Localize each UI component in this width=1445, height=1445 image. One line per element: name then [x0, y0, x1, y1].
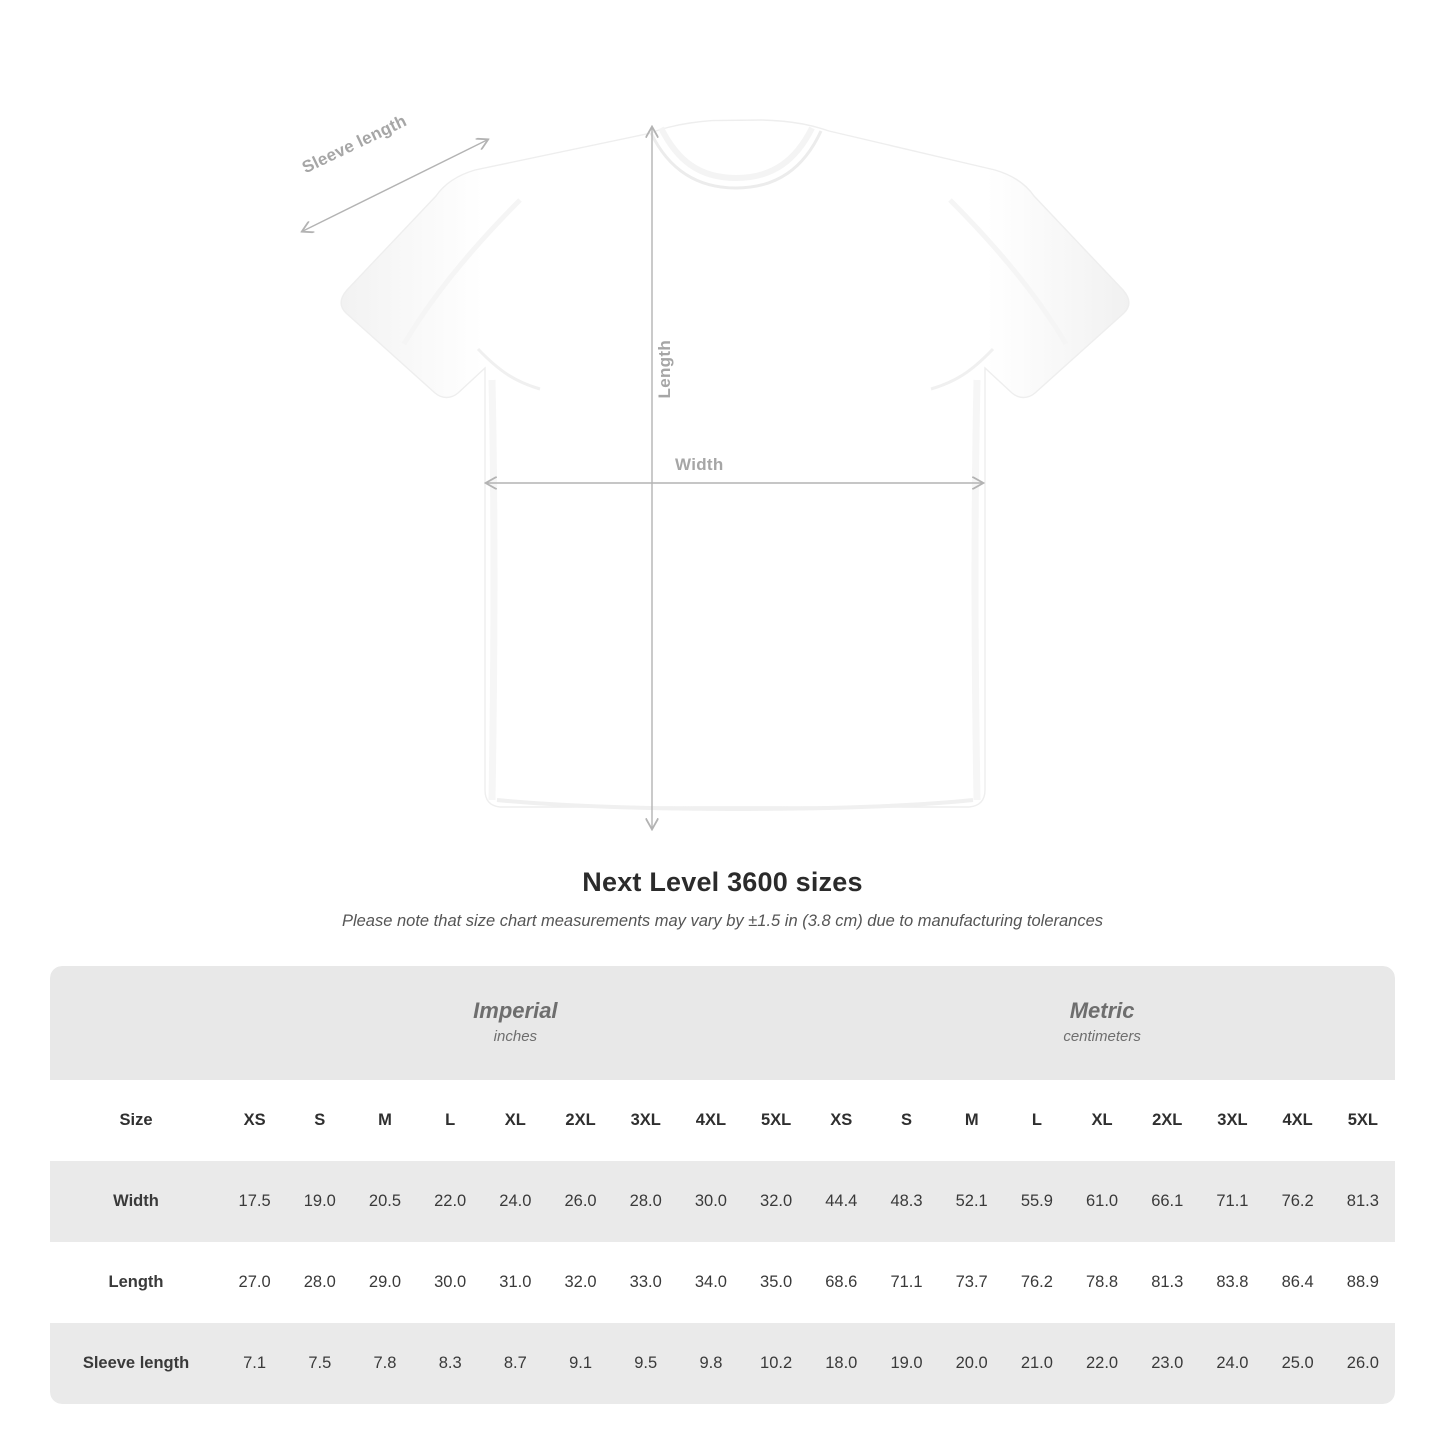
length-metric-3xl: 83.8 [1200, 1242, 1265, 1323]
table-row-width [50, 1161, 1395, 1242]
size-header-metric-m: M [939, 1080, 1004, 1161]
row-label-sleeve-length: Sleeve length [50, 1323, 222, 1404]
width-metric-2xl: 66.1 [1135, 1161, 1200, 1242]
width-metric-4xl: 76.2 [1265, 1161, 1330, 1242]
size-header-imperial-4xl: 4XL [678, 1080, 743, 1161]
length-imperial-m: 29.0 [352, 1242, 417, 1323]
length-metric-xs: 68.6 [809, 1242, 874, 1323]
sleeve-metric-l: 21.0 [1004, 1323, 1069, 1404]
sleeve-metric-xs: 18.0 [809, 1323, 874, 1404]
table-row-sleeve-length [50, 1323, 1395, 1404]
size-header-row [50, 1080, 1395, 1161]
sleeve-imperial-xs: 7.1 [222, 1323, 287, 1404]
row-label-width: Width [50, 1161, 222, 1242]
sleeve-metric-3xl: 24.0 [1200, 1323, 1265, 1404]
size-header-imperial-xl: XL [483, 1080, 548, 1161]
size-header-imperial-3xl: 3XL [613, 1080, 678, 1161]
size-table-container [50, 966, 1395, 1404]
tolerance-note: Please note that size chart measurements may vary by ±1.5 in (3.8 cm) due to manufacturing tolerances [341, 912, 1104, 930]
sleeve-metric-m: 20.0 [939, 1323, 1004, 1404]
sleeve-imperial-5xl: 10.2 [744, 1323, 809, 1404]
length-imperial-2xl: 32.0 [548, 1242, 613, 1323]
width-imperial-xl: 24.0 [483, 1161, 548, 1242]
tshirt-body [341, 120, 1129, 809]
size-header-metric-s: S [874, 1080, 939, 1161]
width-metric-m: 52.1 [939, 1161, 1004, 1242]
size-header-metric-xs: XS [809, 1080, 874, 1161]
size-header-imperial-5xl: 5XL [744, 1080, 809, 1161]
sleeve-metric-xl: 22.0 [1069, 1323, 1134, 1404]
width-imperial-xs: 17.5 [222, 1161, 287, 1242]
width-imperial-5xl: 32.0 [744, 1161, 809, 1242]
sleeve-metric-4xl: 25.0 [1265, 1323, 1330, 1404]
length-metric-s: 71.1 [874, 1242, 939, 1323]
length-label: Length [655, 340, 674, 399]
length-imperial-5xl: 35.0 [744, 1242, 809, 1323]
size-header-imperial-l: L [418, 1080, 483, 1161]
size-header-imperial-xs: XS [222, 1080, 287, 1161]
size-header-label: Size [50, 1080, 222, 1161]
sleeve-imperial-2xl: 9.1 [548, 1323, 613, 1404]
length-imperial-xl: 31.0 [483, 1242, 548, 1323]
table-row-length [50, 1242, 1395, 1323]
length-metric-l: 76.2 [1004, 1242, 1069, 1323]
unit-header-row [50, 966, 1395, 1080]
width-metric-l: 55.9 [1004, 1161, 1069, 1242]
sleeve-metric-2xl: 23.0 [1135, 1323, 1200, 1404]
width-imperial-l: 22.0 [418, 1161, 483, 1242]
sleeve-imperial-3xl: 9.5 [613, 1323, 678, 1404]
sleeve-metric-s: 19.0 [874, 1323, 939, 1404]
size-table [50, 966, 1395, 1404]
size-header-metric-5xl: 5XL [1330, 1080, 1395, 1161]
length-metric-m: 73.7 [939, 1242, 1004, 1323]
width-imperial-2xl: 26.0 [548, 1161, 613, 1242]
width-imperial-4xl: 30.0 [678, 1161, 743, 1242]
sleeve-metric-5xl: 26.0 [1330, 1323, 1395, 1404]
sleeve-imperial-s: 7.5 [287, 1323, 352, 1404]
length-imperial-4xl: 34.0 [678, 1242, 743, 1323]
size-header-metric-xl: XL [1069, 1080, 1134, 1161]
size-header-metric-4xl: 4XL [1265, 1080, 1330, 1161]
unit-header-spacer [50, 966, 222, 1080]
sleeve-imperial-xl: 8.7 [483, 1323, 548, 1404]
page-title: Next Level 3600 sizes [582, 867, 863, 897]
size-header-metric-2xl: 2XL [1135, 1080, 1200, 1161]
size-header-imperial-s: S [287, 1080, 352, 1161]
sleeve-imperial-m: 7.8 [352, 1323, 417, 1404]
width-imperial-s: 19.0 [287, 1161, 352, 1242]
unit-group-imperial [222, 966, 809, 1080]
width-metric-xs: 44.4 [809, 1161, 874, 1242]
length-metric-4xl: 86.4 [1265, 1242, 1330, 1323]
sleeve-imperial-4xl: 9.8 [678, 1323, 743, 1404]
sleeve-length-label: Sleeve length [299, 111, 410, 178]
size-header-imperial-m: M [352, 1080, 417, 1161]
length-metric-2xl: 81.3 [1135, 1242, 1200, 1323]
width-metric-xl: 61.0 [1069, 1161, 1134, 1242]
size-header-imperial-2xl: 2XL [548, 1080, 613, 1161]
unit-group-imperial-name: Imperial [473, 998, 558, 1024]
length-imperial-xs: 27.0 [222, 1242, 287, 1323]
unit-group-metric-sub: centimeters [1063, 1027, 1141, 1045]
width-imperial-3xl: 28.0 [613, 1161, 678, 1242]
width-label: Width [675, 455, 724, 474]
size-header-metric-3xl: 3XL [1200, 1080, 1265, 1161]
unit-group-metric [809, 966, 1396, 1080]
size-header-metric-l: L [1004, 1080, 1069, 1161]
width-metric-3xl: 71.1 [1200, 1161, 1265, 1242]
length-metric-5xl: 88.9 [1330, 1242, 1395, 1323]
width-imperial-m: 20.5 [352, 1161, 417, 1242]
unit-group-imperial-sub: inches [493, 1027, 538, 1045]
length-imperial-l: 30.0 [418, 1242, 483, 1323]
length-metric-xl: 78.8 [1069, 1242, 1134, 1323]
row-label-length: Length [50, 1242, 222, 1323]
width-metric-s: 48.3 [874, 1161, 939, 1242]
unit-group-metric-name: Metric [1069, 998, 1135, 1024]
sleeve-imperial-l: 8.3 [418, 1323, 483, 1404]
length-imperial-3xl: 33.0 [613, 1242, 678, 1323]
width-metric-5xl: 81.3 [1330, 1161, 1395, 1242]
length-imperial-s: 28.0 [287, 1242, 352, 1323]
